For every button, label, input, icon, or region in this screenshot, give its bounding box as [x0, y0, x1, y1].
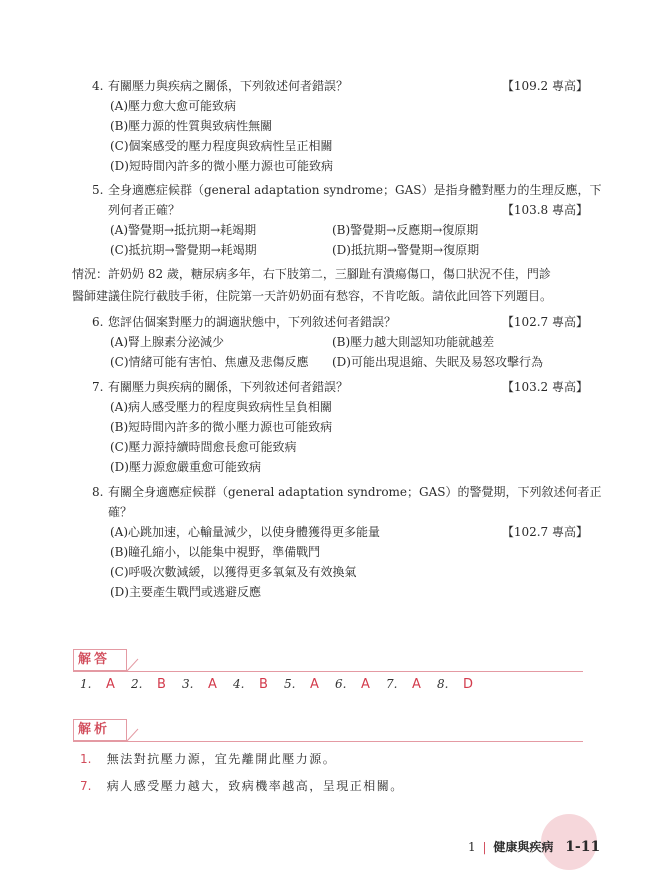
- question-number: 8.: [92, 485, 104, 499]
- question-7: [92, 377, 588, 477]
- chapter-number: 1: [468, 840, 476, 854]
- option-c: (C)抵抗期→警覺期→耗竭期: [110, 243, 257, 257]
- question-text-cont: 確？: [108, 505, 133, 519]
- option-d: (D)主要產生戰鬥或逃避反應: [110, 585, 261, 599]
- answer-section-label: 解答: [73, 649, 127, 671]
- question-source: 【102.7 專高】: [501, 315, 588, 329]
- answer-item: 4. B: [233, 677, 268, 692]
- question-6: [92, 312, 588, 372]
- option-a: (A)壓力愈大愈可能致病: [110, 99, 237, 113]
- question-text: 全身適應症候群（general adaptation syndrome；GAS）是指身體對壓力的生理反應，下: [108, 183, 602, 197]
- question-text: 有關全身適應症候群（general adaptation syndrome；GAS）的警覺期，下列敘述何者正: [108, 485, 602, 499]
- question-number: 5.: [92, 183, 104, 197]
- question-source: 【102.7 專高】: [501, 525, 588, 539]
- answer-item: 7. A: [386, 677, 421, 692]
- question-8: [92, 482, 602, 602]
- answer-item: 8. D: [437, 677, 474, 692]
- option-b: (B)壓力越大則認知功能就越差: [332, 335, 495, 349]
- explanation-item: 7. 病人感受壓力越大，致病機率越高，呈現正相關。: [80, 779, 404, 793]
- option-b: (B)警覺期→反應期→復原期: [332, 223, 479, 237]
- question-text: 您評估個案對壓力的調適狀態中，下列敘述何者錯誤？: [108, 315, 397, 329]
- question-5: [92, 180, 602, 260]
- option-a: (A)病人感受壓力的程度與致病性呈負相關: [110, 400, 333, 414]
- answer-item: 5. A: [284, 677, 319, 692]
- option-b: (B)短時間內許多的微小壓力源也可能致病: [110, 420, 333, 434]
- explanation-divider: [73, 741, 583, 742]
- option-d: (D)短時間內許多的微小壓力源也可能致病: [110, 159, 333, 173]
- question-text-cont: 列何者正確？: [108, 203, 181, 217]
- option-c: (C)情緒可能有害怕、焦慮及悲傷反應: [110, 355, 309, 369]
- question-source: 【103.8 專高】: [501, 203, 588, 217]
- option-d: (D)抵抗期→警覺期→復原期: [332, 243, 480, 257]
- question-source: 【103.2 專高】: [501, 380, 588, 394]
- question-number: 6.: [92, 315, 104, 329]
- answer-item: 2. B: [131, 677, 166, 692]
- answer-item: 6. A: [335, 677, 370, 692]
- option-d: (D)壓力源愈嚴重愈可能致病: [110, 460, 261, 474]
- option-c: (C)呼吸次數減緩，以獲得更多氧氣及有效換氣: [110, 565, 357, 579]
- option-d: (D)可能出現退縮、失眠及易怒攻擊行為: [332, 355, 543, 369]
- explanation-item: 1. 無法對抗壓力源，宜先離開此壓力源。: [80, 752, 337, 766]
- answer-divider: [73, 671, 583, 672]
- explanation-section-label: 解析: [73, 719, 127, 741]
- option-b: (B)瞳孔縮小，以能集中視野，準備戰鬥: [110, 545, 321, 559]
- answer-item: 3. A: [182, 677, 217, 692]
- footer-divider: |: [482, 840, 487, 854]
- option-c: (C)個案感受的壓力程度與致病性呈正相關: [110, 139, 333, 153]
- page-number: 1-11: [565, 839, 601, 855]
- situation-text: [72, 263, 592, 307]
- question-source: 【109.2 專高】: [501, 79, 588, 93]
- question-4: [92, 76, 588, 176]
- option-a: (A)心跳加速，心輸量減少，以使身體獲得更多能量: [110, 525, 381, 539]
- option-b: (B)壓力源的性質與致病性無關: [110, 119, 273, 133]
- question-text: 有關壓力與疾病的關係，下列敘述何者錯誤？: [108, 380, 349, 394]
- option-a: (A)腎上腺素分泌減少: [110, 335, 225, 349]
- question-number: 7.: [92, 380, 104, 394]
- footer: [468, 838, 600, 855]
- question-text: 有關壓力與疾病之關係，下列敘述何者錯誤？: [108, 79, 349, 93]
- option-c: (C)壓力源持續時間愈長愈可能致病: [110, 440, 297, 454]
- situation-line: 醫師建議住院行截肢手術，住院第一天許奶奶面有愁容，不肯吃飯。請依此回答下列題目。: [72, 289, 553, 303]
- chapter-title: 健康與疾病: [493, 840, 554, 854]
- question-number: 4.: [92, 79, 104, 93]
- answer-item: 1. A: [80, 677, 115, 692]
- option-a: (A)警覺期→抵抗期→耗竭期: [110, 223, 257, 237]
- situation-line: 情況：許奶奶 82 歲，糖尿病多年，右下肢第二，三腳趾有潰瘍傷口，傷口狀況不佳，門診: [72, 267, 551, 281]
